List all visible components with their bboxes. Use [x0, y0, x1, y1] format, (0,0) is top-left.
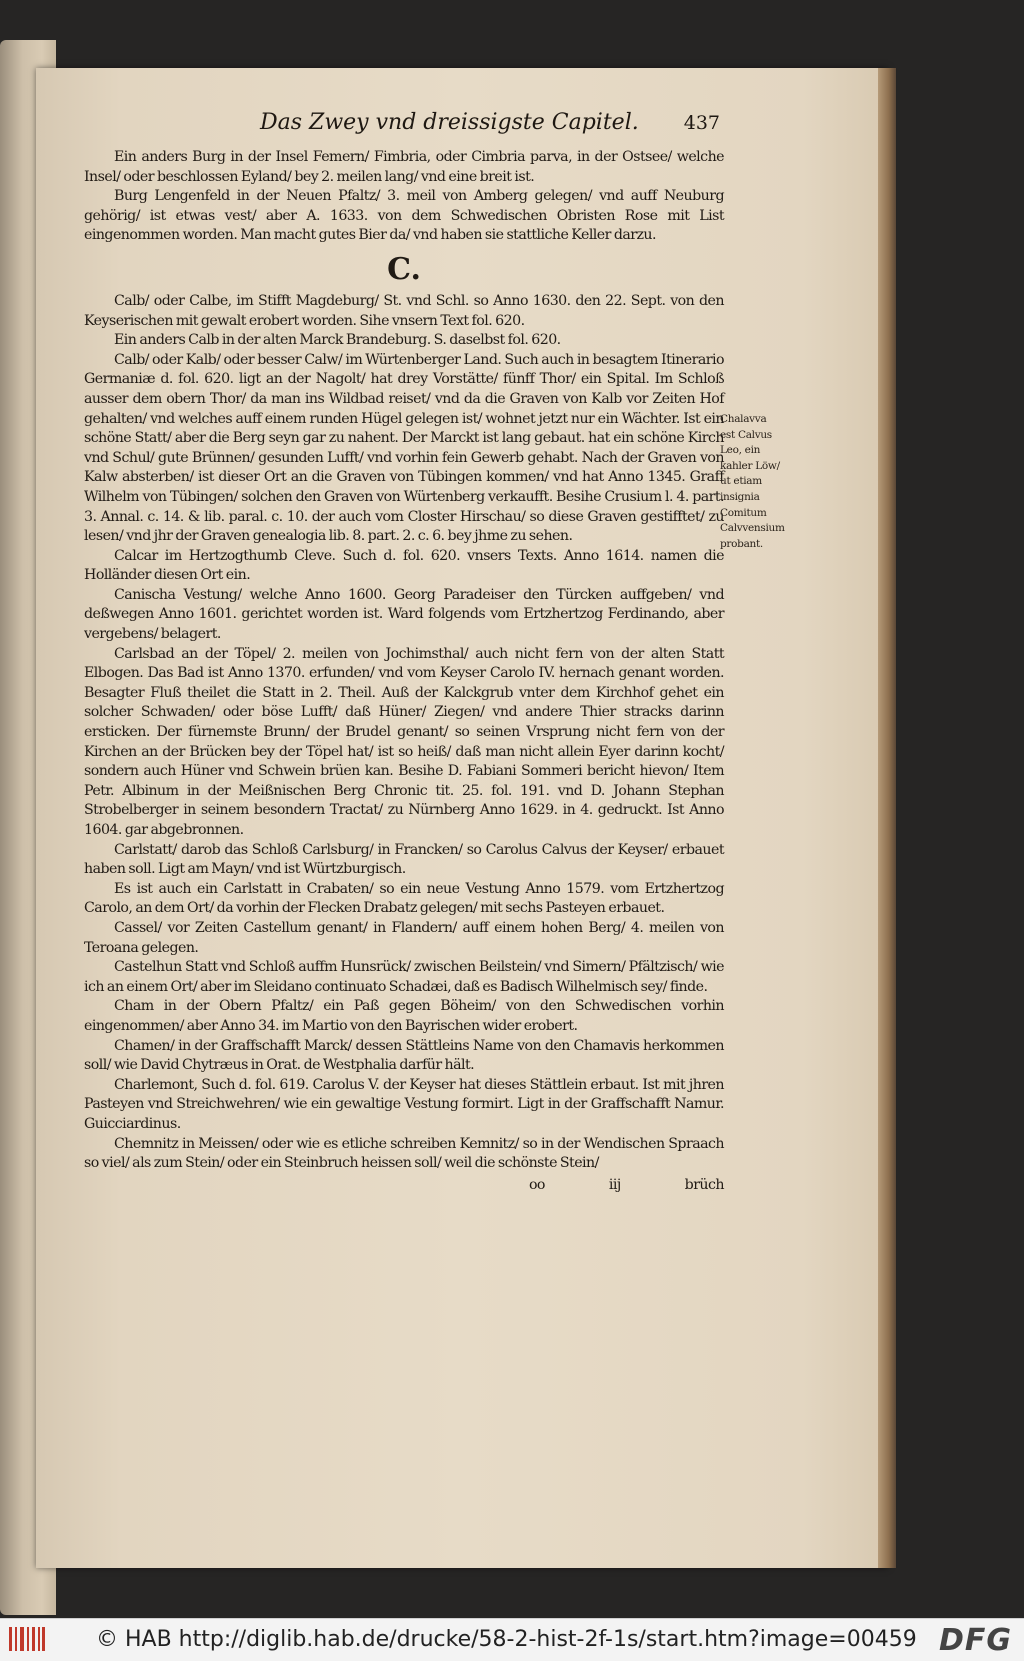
paragraph: Carlsbad an der Töpel/ 2. meilen von Jochimsthal/ auch nicht fern von der alten Statt Elbogen. Das Bad ist Anno 1370. erfunden/ vnd vom Keyser Carolo IV. hernach genant worden. Besagter Fluß theilet die Statt in 2. Theil. Auß der Kalckgrub vnter dem Kirchhof gehet ein solcher Schwaden/ oder böse Lufft/ daß Hüner/ Ziegen/ vnd andere Thier stracks darinn ersticken. Der fürnemste Brunn/ der Brudel genant/ so seinen Vrsprung nicht fern von der Kirchen an der Brücken bey der Töpel hat/ ist so heiß/ daß man nicht allein Eyer darinn kocht/ sondern auch Hüner vnd Schwein brüen kan. Besihe D. Fabiani Sommeri bericht hievon/ Item Petr. Albinum in der Meißnischen Berg Chronic tit. 25. fol. 191. vnd D. Johann Stephan Strobelberger in seinem besondern Tractat/ zu Nürnberg Anno 1629. in 4. gedruckt. Ist Anno 1604. gar abgebronnen.: [84, 645, 724, 838]
paragraph: Es ist auch ein Carlstatt in Crabaten/ so ein neue Vestung Anno 1579. vom Ertzhertzog Carolo, an dem Ort/ da vorhin der Flecken Drabatz gelegen/ mit sechs Pasteyen erbauet.: [84, 880, 724, 917]
paragraph: Burg Lengenfeld in der Neuen Pfaltz/ 3. meil von Amberg gelegen/ vnd auff Neuburg gehörig/ ist etwas vest/ aber A. 1633. von dem Schwedischen Obristen Rose mit List eingenommen worden. Man macht gutes Bier da/ vnd haben sie stattliche Keller darzu.: [84, 188, 724, 244]
paragraph: Cassel/ vor Zeiten Castellum genant/ in Flandern/ auff einem hohen Berg/ 4. meilen von Teroana gelegen.: [84, 919, 724, 956]
paragraph: Calcar im Hertzogthumb Cleve. Such d. fol. 620. vnsers Texts. Anno 1614. namen die Holländer diesen Ort ein.: [84, 547, 724, 584]
source-url[interactable]: © HAB http://diglib.hab.de/drucke/58-2-hist-2f-1s/start.htm?image=00459: [96, 1627, 917, 1652]
paragraph: Ein anders Calb in der alten Marck Brandeburg. S. daselbst fol. 620.: [114, 332, 561, 349]
section-letter: C.: [387, 251, 421, 287]
paragraph: Charlemont, Such d. fol. 619. Carolus V. der Keyser hat dieses Stättlein erbaut. Ist mit jhren Pasteyen vnd Streichwehren/ wie ein gewaltige Vestung formirt. Ligt in der Graffschafft Namur. Guicciardinus.: [84, 1076, 724, 1132]
catchword-line: oo iij brüch: [528, 1176, 724, 1193]
paragraph: Calb/ oder Calbe, im Stifft Magdeburg/ St. vnd Schl. so Anno 1630. den 22. Sept. von den Keyserischen mit gewalt erobert worden. Sihe vnsern Text fol. 620.: [84, 292, 724, 329]
paragraph: Chemnitz in Meissen/ oder wie es etliche schreiben Kemnitz/ so in der Wendischen Spraach so viel/ als zum Stein/ oder ein Steinbruch heissen soll/ weil die schönste Stein/: [84, 1135, 724, 1172]
viewer-footer: [0, 1618, 1024, 1661]
paragraph: Carlstatt/ darob das Schloß Carlsburg/ in Francken/ so Carolus Calvus der Keyser/ erbauet haben soll. Ligt am Mayn/ vnd ist Würtzburgisch.: [84, 841, 724, 878]
page-fore-edge: [878, 68, 896, 1568]
paragraph: Calb/ oder Kalb/ oder besser Calw/ im Würtenberger Land. Such auch in besagtem Itinerario Germaniæ d. fol. 620. ligt an der Nagolt/ hat drey Vorstätte/ fünff Thor/ ein Spital. Im Schloß ausser dem obern Thor/ da man ins Wildbad reiset/ vnd da die Graven von Kalb vor Zeiten Hof gehalten/ vnd welches auff einem runden Hügel gelegen ist/ wohnet jetzt nur ein Wächter. Ist ein schöne Statt/ aber die Berg seyn gar zu nahent. Der Marckt ist lang gebaut. hat ein schöne Kirch vnd Schul/ gute Brünnen/ gesunden Lufft/ vnd vorhin fein Gewerb gehabt. Nach der Graven von Kalw absterben/ ist dieser Ort an die Graven von Tübingen kommen/ vnd hat Anno 1345. Graff Wilhelm von Tübingen/ solchen den Graven von Würtenberg verkaufft. Besihe Crusium l. 4. part. 3. Annal. c. 14. & lib. paral. c. 10. der auch vom Closter Hirschau/ so diese Graven gestifftet/ zu lesen/ vnd jhr der Graven genealogia lib. 8. part. 2. c. 6. bey jhme zu sehen.: [84, 351, 724, 545]
chapter-title: Das Zwey vnd dreissigste Capitel.: [260, 110, 639, 135]
dfg-logo: DFG: [938, 1623, 1012, 1658]
paragraph: Cham in der Obern Pfaltz/ ein Paß gegen Böheim/ von den Schwedischen vorhin eingenommen/ aber Anno 34. im Martio von den Bayrischen wider erobert.: [84, 998, 724, 1034]
marginal-note: Chalavva est Calvus Leo, ein kahler Löw/ ut etiam insignia Comitum Calvvensium probant.: [720, 413, 785, 550]
page-number: 437: [683, 112, 720, 134]
running-head: [60, 110, 720, 146]
paragraph: Castelhun Statt vnd Schloß auffm Hunsrück/ zwischen Beilstein/ vnd Simern/ Pfältzisch/ wie ich an einem Ort/ aber im Sleidano continuato Schadæi, daß es Badisch Wilhelmisch sey/ finde.: [84, 959, 724, 995]
paragraph: Chamen/ in der Graffschafft Marck/ dessen Stättleins Name von den Chamavis herkommen soll/ wie David Chytræus in Orat. de Westphalia darfür hält.: [84, 1037, 724, 1074]
hab-barcode-logo-icon: [8, 1625, 46, 1653]
main-text: [84, 148, 724, 1195]
paragraph: Ein anders Burg in der Insel Femern/ Fimbria, oder Cimbria parva, in der Ostsee/ welche Insel/ oder beschlossen Eyland/ bey 2. meilen lang/ vnd eine breit ist.: [84, 149, 724, 185]
paragraph: Canischa Vestung/ welche Anno 1600. Georg Paradeiser den Türcken auffgeben/ vnd deßwegen Anno 1601. gerichtet worden ist. Ward folgends vom Ertzhertzog Ferdinando, aber vergebens/ belagert.: [84, 586, 724, 643]
